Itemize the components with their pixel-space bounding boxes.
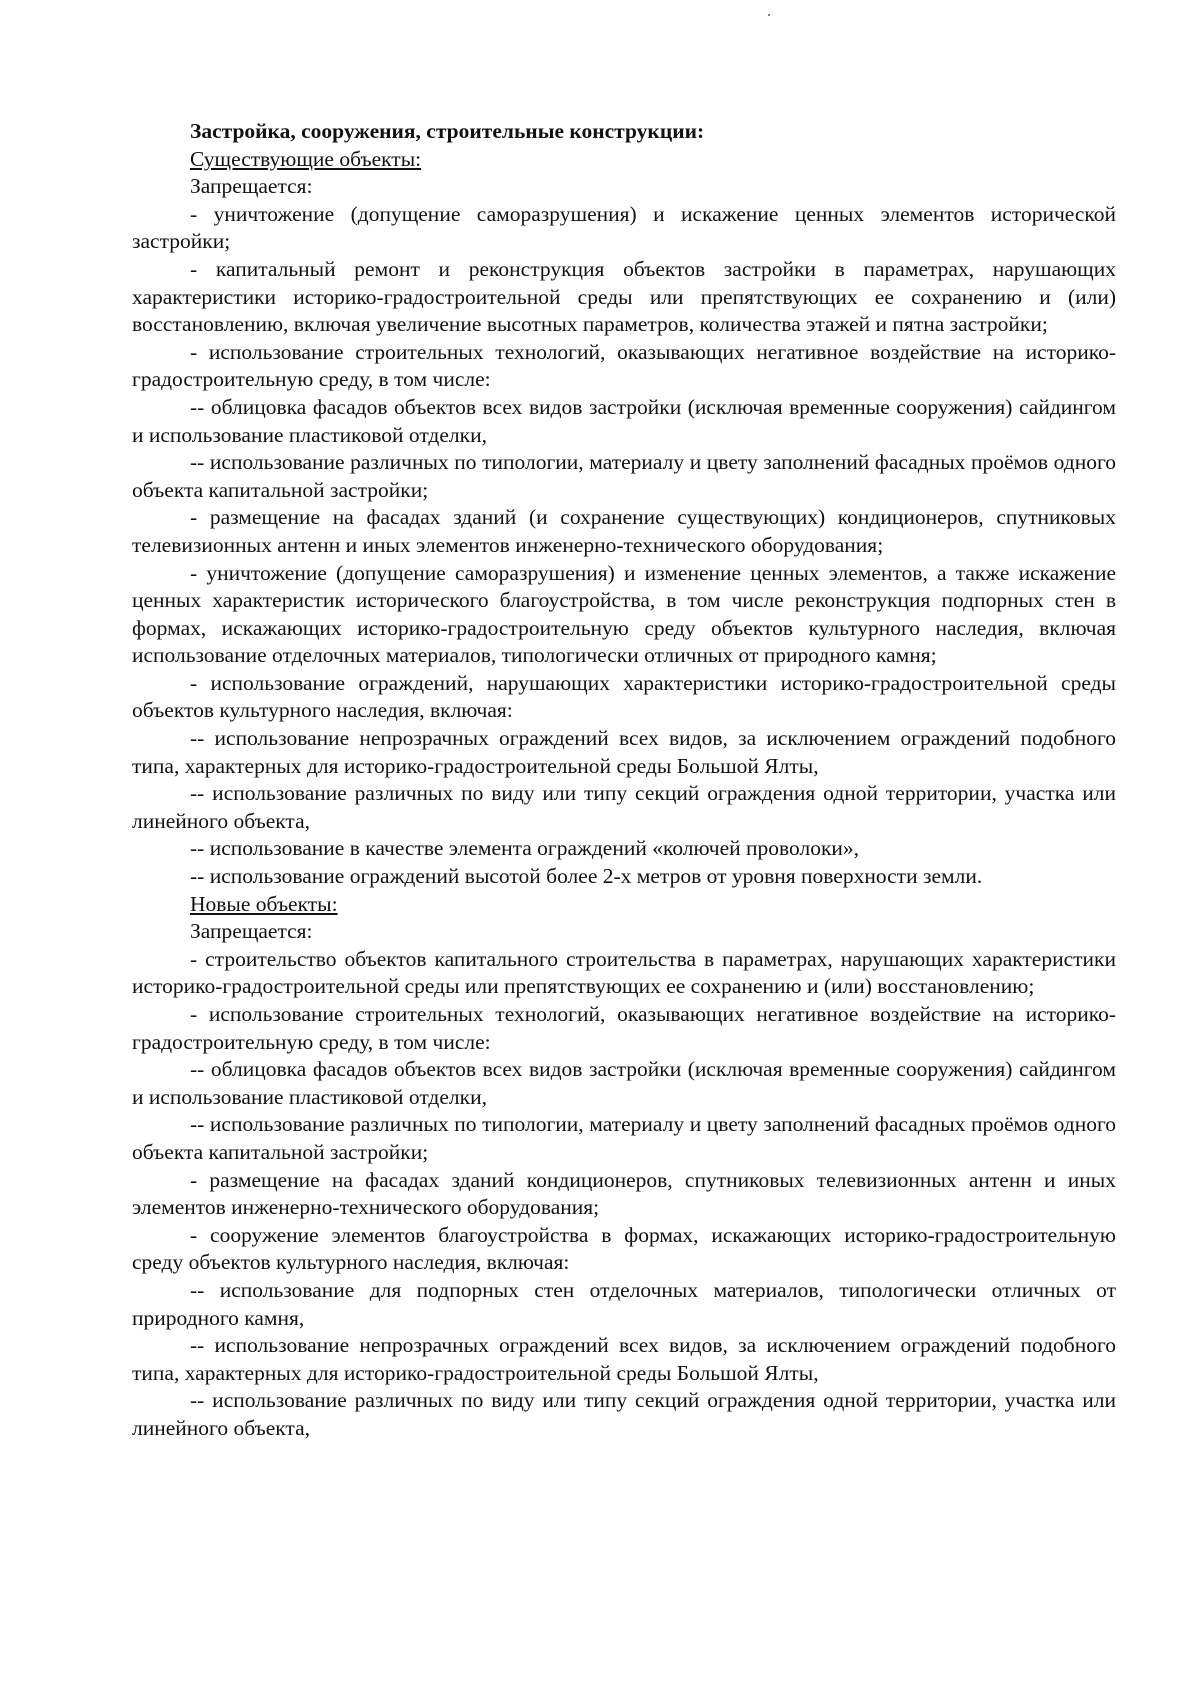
list-item: -- использование в качестве элемента ограждений «колючей проволоки», xyxy=(190,836,860,861)
list-item: -- использование различных по типологии, материалу и цвету заполнений фасадных проёмов одного объекта капитальной застройки; xyxy=(132,450,1116,502)
list-item: - сооружение элементов благоустройства в формах, искажающих историко-градостроительную среду объектов культурного наследия, включая: xyxy=(132,1222,1116,1275)
list-item: - размещение на фасадах зданий (и сохранение существующих) кондиционеров, спутниковых телевизионных антенн и иных элементов инженерно-технического оборудования; xyxy=(132,505,1116,557)
list-item: -- использование ограждений высотой более 2-х метров от уровня поверхности земли. xyxy=(190,864,983,889)
list-item: -- облицовка фасадов объектов всех видов застройки (исключая временные сооружения) сайдингом и использование пластиковой отделки, xyxy=(132,1057,1116,1109)
document-body xyxy=(132,118,1116,1443)
list-item: - использование строительных технологий, оказывающих негативное воздействие на историко-градостроительную среду, в том числе: xyxy=(132,1002,1116,1054)
list-item: -- использование различных по виду или типу секций ограждения одной территории, участка или линейного объекта, xyxy=(132,1388,1116,1440)
list-item: -- использование различных по виду или типу секций ограждения одной территории, участка или линейного объекта, xyxy=(132,781,1116,833)
list-item: -- облицовка фасадов объектов всех видов застройки (исключая временные сооружения) сайдингом и использование пластиковой отделки, xyxy=(132,394,1116,447)
prohibited-label: Запрещается: xyxy=(190,174,313,199)
new-objects-subheading: Новые объекты: xyxy=(190,891,338,916)
list-item: - уничтожение (допущение саморазрушения) и искажение ценных элементов исторической застройки; xyxy=(132,201,1116,254)
list-item: -- использование различных по типологии, материалу и цвету заполнений фасадных проёмов одного объекта капитальной застройки; xyxy=(132,1112,1116,1164)
list-item: - уничтожение (допущение саморазрушения) и изменение ценных элементов, а также искажение ценных характеристик исторического благоустройства, в том числе реконструкция подпорных стен в формах, искажающих историко-градостроительную среду объектов культурного наследия, включая использование отделочных материалов, типологически отличных от природного камня; xyxy=(132,560,1116,668)
list-item: -- использование для подпорных стен отделочных материалов, типологически отличных от природного камня, xyxy=(132,1277,1116,1330)
list-item: - размещение на фасадах зданий кондиционеров, спутниковых телевизионных антенн и иных элементов инженерно-технического оборудования; xyxy=(132,1167,1116,1220)
scan-speck xyxy=(768,14,770,16)
list-item: - строительство объектов капитального строительства в параметрах, нарушающих характеристики историко-градостроительной среды или препятствующих ее сохранению и (или) восстановлению; xyxy=(132,946,1116,999)
existing-objects-subheading: Существующие объекты: xyxy=(190,146,422,171)
list-item: - использование ограждений, нарушающих характеристики историко-градостроительной среды объектов культурного наследия, включая: xyxy=(132,670,1116,723)
list-item: - использование строительных технологий, оказывающих негативное воздействие на историко-градостроительную среду, в том числе: xyxy=(132,339,1116,392)
section-heading: Застройка, сооружения, строительные конструкции: xyxy=(190,119,705,143)
list-item: -- использование непрозрачных ограждений всех видов, за исключением ограждений подобного типа, характерных для историко-градостроительной среды Большой Ялты, xyxy=(132,1333,1116,1385)
list-item: -- использование непрозрачных ограждений всех видов, за исключением ограждений подобного типа, характерных для историко-градостроительной среды Большой Ялты, xyxy=(132,726,1116,778)
list-item: - капитальный ремонт и реконструкция объектов застройки в параметрах, нарушающих характеристики историко-градостроительной среды или препятствующих ее сохранению и (или) восстановлению, включая увеличение высотных параметров, количества этажей и пятна застройки; xyxy=(132,256,1116,337)
prohibited-label: Запрещается: xyxy=(190,919,313,944)
